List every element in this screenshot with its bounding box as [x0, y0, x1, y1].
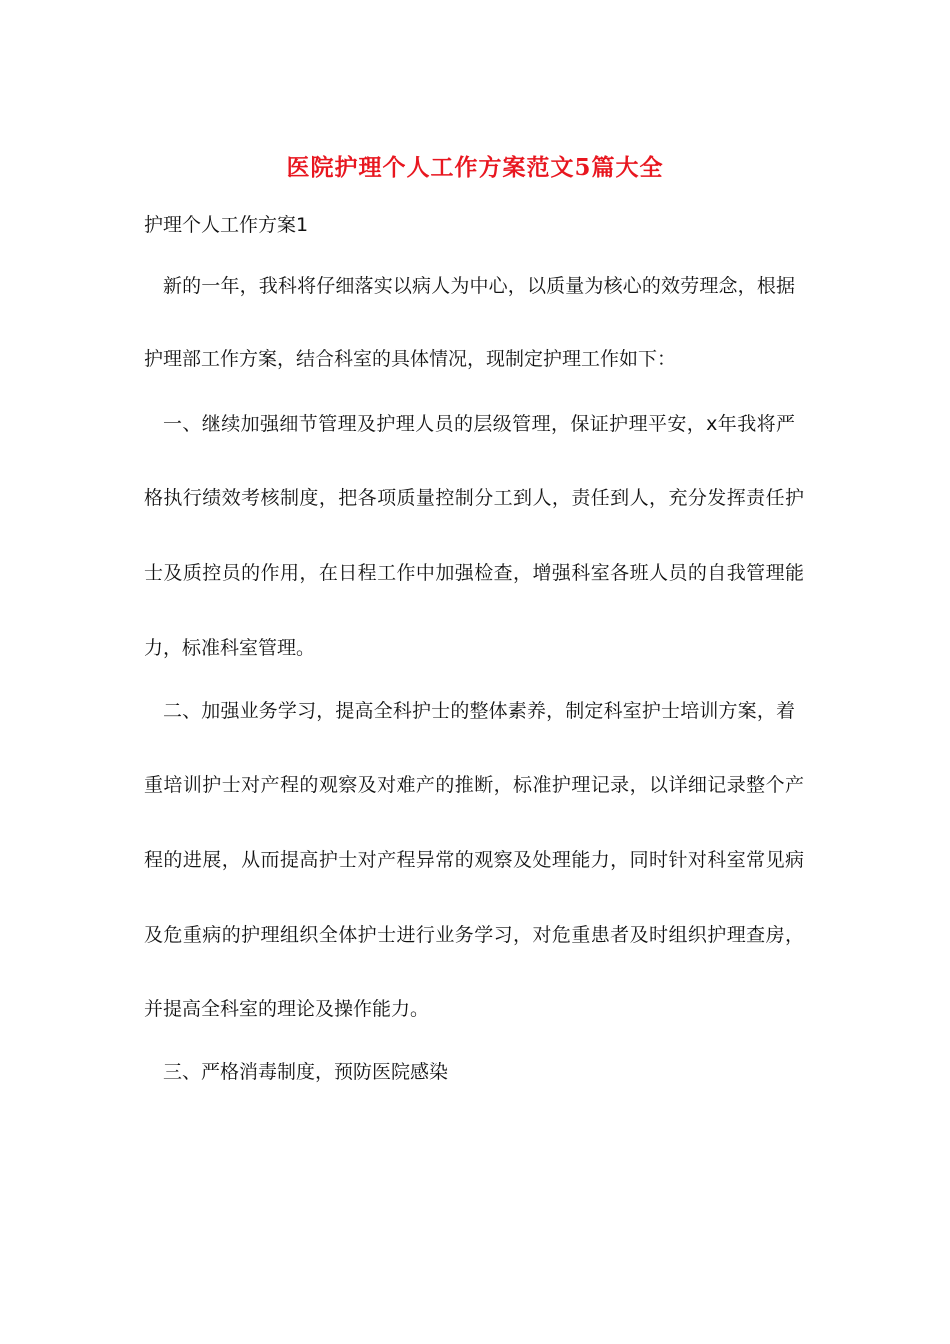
paragraph-line: 护理部工作方案，结合科室的具体情况，现制定护理工作如下：: [144, 348, 677, 370]
paragraph-line: 一、继续加强细节管理及护理人员的层级管理，保证护理平安，x年我将严: [163, 413, 795, 435]
paragraph-line: 新的一年，我科将仔细落实以病人为中心，以质量为核心的效劳理念，根据: [163, 275, 795, 297]
paragraph-line: 重培训护士对产程的观察及对难产的推断，标准护理记录，以详细记录整个产: [144, 774, 804, 796]
document-title: 医院护理个人工作方案范文5篇大全: [286, 154, 664, 181]
paragraph-line: 力，标准科室管理。: [144, 637, 316, 659]
paragraph-line: 并提高全科室的理论及操作能力。: [144, 998, 430, 1020]
paragraph-line: 格执行绩效考核制度，把各项质量控制分工到人，责任到人，充分发挥责任护: [144, 487, 804, 509]
paragraph-line: 士及质控员的作用，在日程工作中加强检查，增强科室各班人员的自我管理能: [144, 562, 804, 584]
paragraph-line: 程的进展，从而提高护士对产程异常的观察及处理能力，同时针对科室常见病: [144, 849, 804, 871]
paragraph-line: 三、严格消毒制度，预防医院感染: [163, 1061, 449, 1083]
paragraph-line: 及危重病的护理组织全体护士进行业务学习，对危重患者及时组织护理查房，: [144, 924, 804, 946]
paragraph-line: 二、加强业务学习，提高全科护士的整体素养，制定科室护士培训方案，着: [163, 700, 795, 722]
section-heading: 护理个人工作方案1: [144, 214, 309, 236]
